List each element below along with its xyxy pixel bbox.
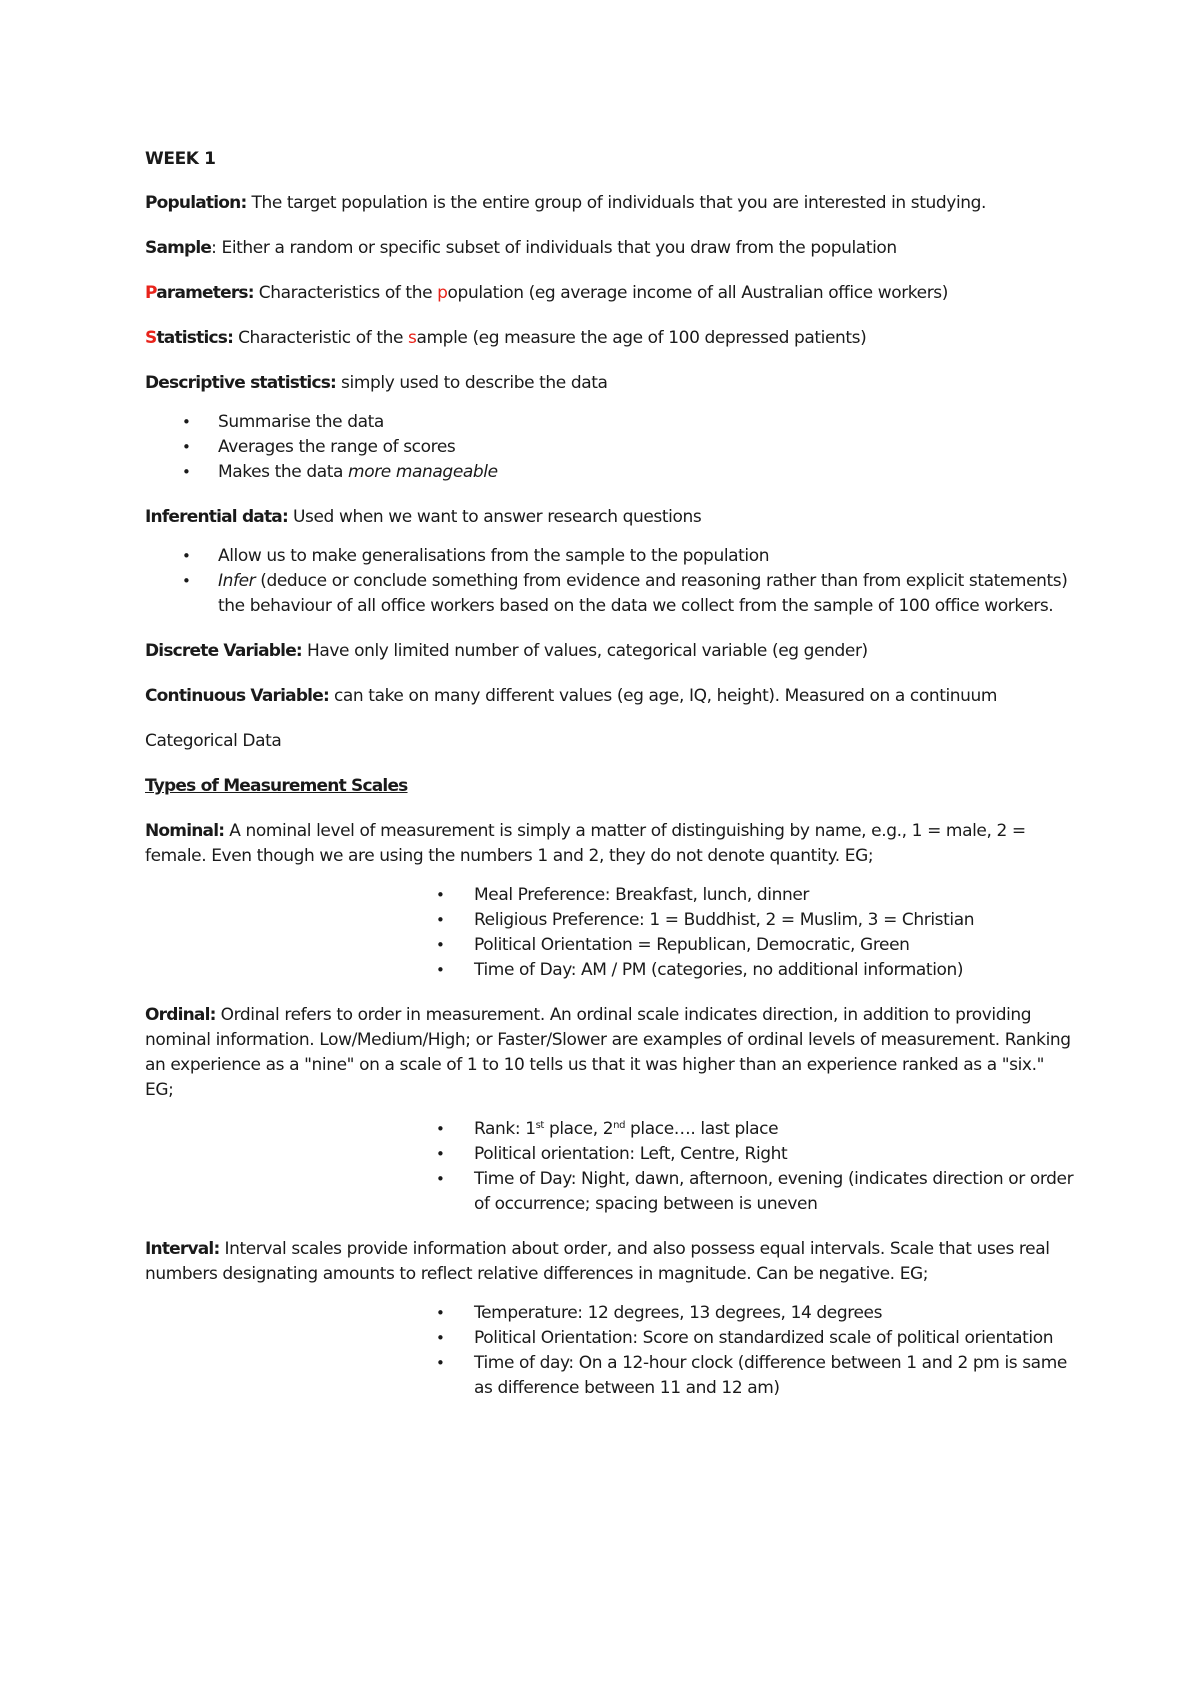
bullet-icon: • (436, 1120, 445, 1138)
descriptive-term: Descriptive statistics: (145, 373, 337, 393)
sample-term: Sample (145, 238, 212, 258)
bullet-icon: • (182, 413, 191, 431)
parameters-term-initial: P (145, 283, 157, 303)
discrete-term: Discrete Variable: (145, 641, 302, 661)
continuous-definition (145, 684, 1075, 709)
statistics-text-a: Characteristic of the (233, 328, 409, 348)
discrete-text: Have only limited number of values, categorical variable (eg gender) (301, 641, 868, 661)
page-title: WEEK 1 (145, 149, 216, 169)
bullet-icon: • (182, 438, 191, 456)
bullet-icon: • (436, 1354, 445, 1372)
continuous-text: can take on many different values (eg age, IQ, height). Measured on a continuum (328, 686, 998, 706)
parameters-text-a: Characteristics of the (253, 283, 438, 303)
bullet-icon: • (436, 1170, 445, 1188)
emphasis: Infer (218, 571, 256, 591)
list-item: • Political Orientation = Republican, Democratic, Green (145, 933, 1075, 958)
list-item: • Summarise the data (145, 410, 1075, 435)
parameters-definition (145, 281, 1075, 306)
list-item: • Meal Preference: Breakfast, lunch, dinner (145, 883, 1075, 908)
list-item: • Time of Day: Night, dawn, afternoon, evening (indicates direction or order of occurrence; spacing between is uneven (436, 1169, 1074, 1214)
list-item: • Rank: 1st place, 2nd place…. last place (145, 1117, 1075, 1142)
scales-heading: Types of Measurement Scales (145, 776, 408, 796)
sample-text: : Either a random or specific subset of individuals that you draw from the population (211, 238, 897, 258)
ordinal-term: Ordinal: (145, 1005, 216, 1025)
bullet-icon: • (182, 547, 191, 565)
statistics-definition (145, 326, 1075, 351)
section-heading (145, 774, 1075, 799)
bullet-icon: • (436, 936, 445, 954)
bullet-icon: • (436, 1329, 445, 1347)
nominal-text: A nominal level of measurement is simply a matter of distinguishing by name, e.g., 1 = male, 2 = female. Even though we are using the numbers 1 and 2, they do not denote quantity. EG; (145, 821, 1026, 866)
nominal-definition (145, 819, 1075, 869)
list-item: • Religious Preference: 1 = Buddhist, 2 = Muslim, 3 = Christian (145, 908, 1075, 933)
categorical-data-label: Categorical Data (145, 731, 282, 751)
discrete-definition (145, 639, 1075, 664)
parameters-text-b: opulation (eg average income of all Australian office workers) (447, 283, 948, 303)
ordinal-definition (145, 1003, 1075, 1103)
inferential-list (145, 544, 1075, 619)
descriptive-definition (145, 371, 1075, 396)
list-item: • Infer (deduce or conclude something from evidence and reasoning rather than from explicit statements) the behaviour of all office workers based on the data we collect from the sample of 100 office workers. (182, 571, 1068, 616)
list-item: • Time of Day: AM / PM (categories, no additional information) (145, 958, 1075, 983)
nominal-term: Nominal: (145, 821, 225, 841)
population-definition (145, 191, 1075, 216)
interval-term: Interval: (145, 1239, 220, 1259)
parameters-term: arameters: (156, 283, 254, 303)
bullet-icon: • (436, 886, 445, 904)
inferential-text: Used when we want to answer research questions (287, 507, 702, 527)
bullet-icon: • (436, 1304, 445, 1322)
sample-definition (145, 236, 1075, 261)
inferential-term: Inferential data: (145, 507, 288, 527)
statistics-term-initial: S (145, 328, 157, 348)
population-text: The target population is the entire group of individuals that you are interested in studying. (246, 193, 987, 213)
bullet-icon: • (436, 911, 445, 929)
nominal-list (145, 883, 1075, 983)
bullet-icon: • (436, 961, 445, 979)
ordinal-text: Ordinal refers to order in measurement. An ordinal scale indicates direction, in addition to providing nominal information. Low/Medium/High; or Faster/Slower are examples of ordinal levels of measurement. Ranking an experience as a "nine" on a scale of 1 to 10 tells us that it was higher than an experience ranked as a "six." EG; (145, 1005, 1071, 1100)
list-item: • Time of day: On a 12-hour clock (difference between 1 and 2 pm is same as difference between 11 and 12 am) (436, 1353, 1067, 1398)
bullet-icon: • (436, 1145, 445, 1163)
statistics-term: tatistics: (156, 328, 234, 348)
descriptive-list (145, 410, 1075, 485)
parameters-red-letter: p (437, 283, 448, 303)
continuous-term: Continuous Variable: (145, 686, 329, 706)
statistics-red-letter: s (408, 328, 417, 348)
descriptive-text: simply used to describe the data (336, 373, 608, 393)
list-item: • Political orientation: Left, Centre, Right (145, 1142, 1075, 1167)
bullet-icon: • (182, 572, 191, 590)
list-item: • Averages the range of scores (145, 435, 1075, 460)
interval-definition (145, 1237, 1075, 1287)
document-page (145, 147, 1075, 1421)
list-item: • Makes the data more manageable (145, 460, 1075, 485)
inferential-definition (145, 505, 1075, 530)
interval-text: Interval scales provide information about order, and also possess equal intervals. Scale that uses real numbers designating amounts to reflect relative differences in magnitude. Can be negative. EG; (145, 1239, 1050, 1284)
population-term: Population: (145, 193, 247, 213)
list-item: • Political Orientation: Score on standardized scale of political orientation (145, 1326, 1075, 1351)
statistics-text-b: ample (eg measure the age of 100 depressed patients) (416, 328, 867, 348)
list-item: • Temperature: 12 degrees, 13 degrees, 14 degrees (145, 1301, 1075, 1326)
interval-list (145, 1301, 1075, 1401)
emphasis: more manageable (348, 462, 498, 482)
list-item: • Allow us to make generalisations from the sample to the population (145, 544, 1075, 569)
bullet-icon: • (182, 463, 191, 481)
ordinal-list (145, 1117, 1075, 1217)
